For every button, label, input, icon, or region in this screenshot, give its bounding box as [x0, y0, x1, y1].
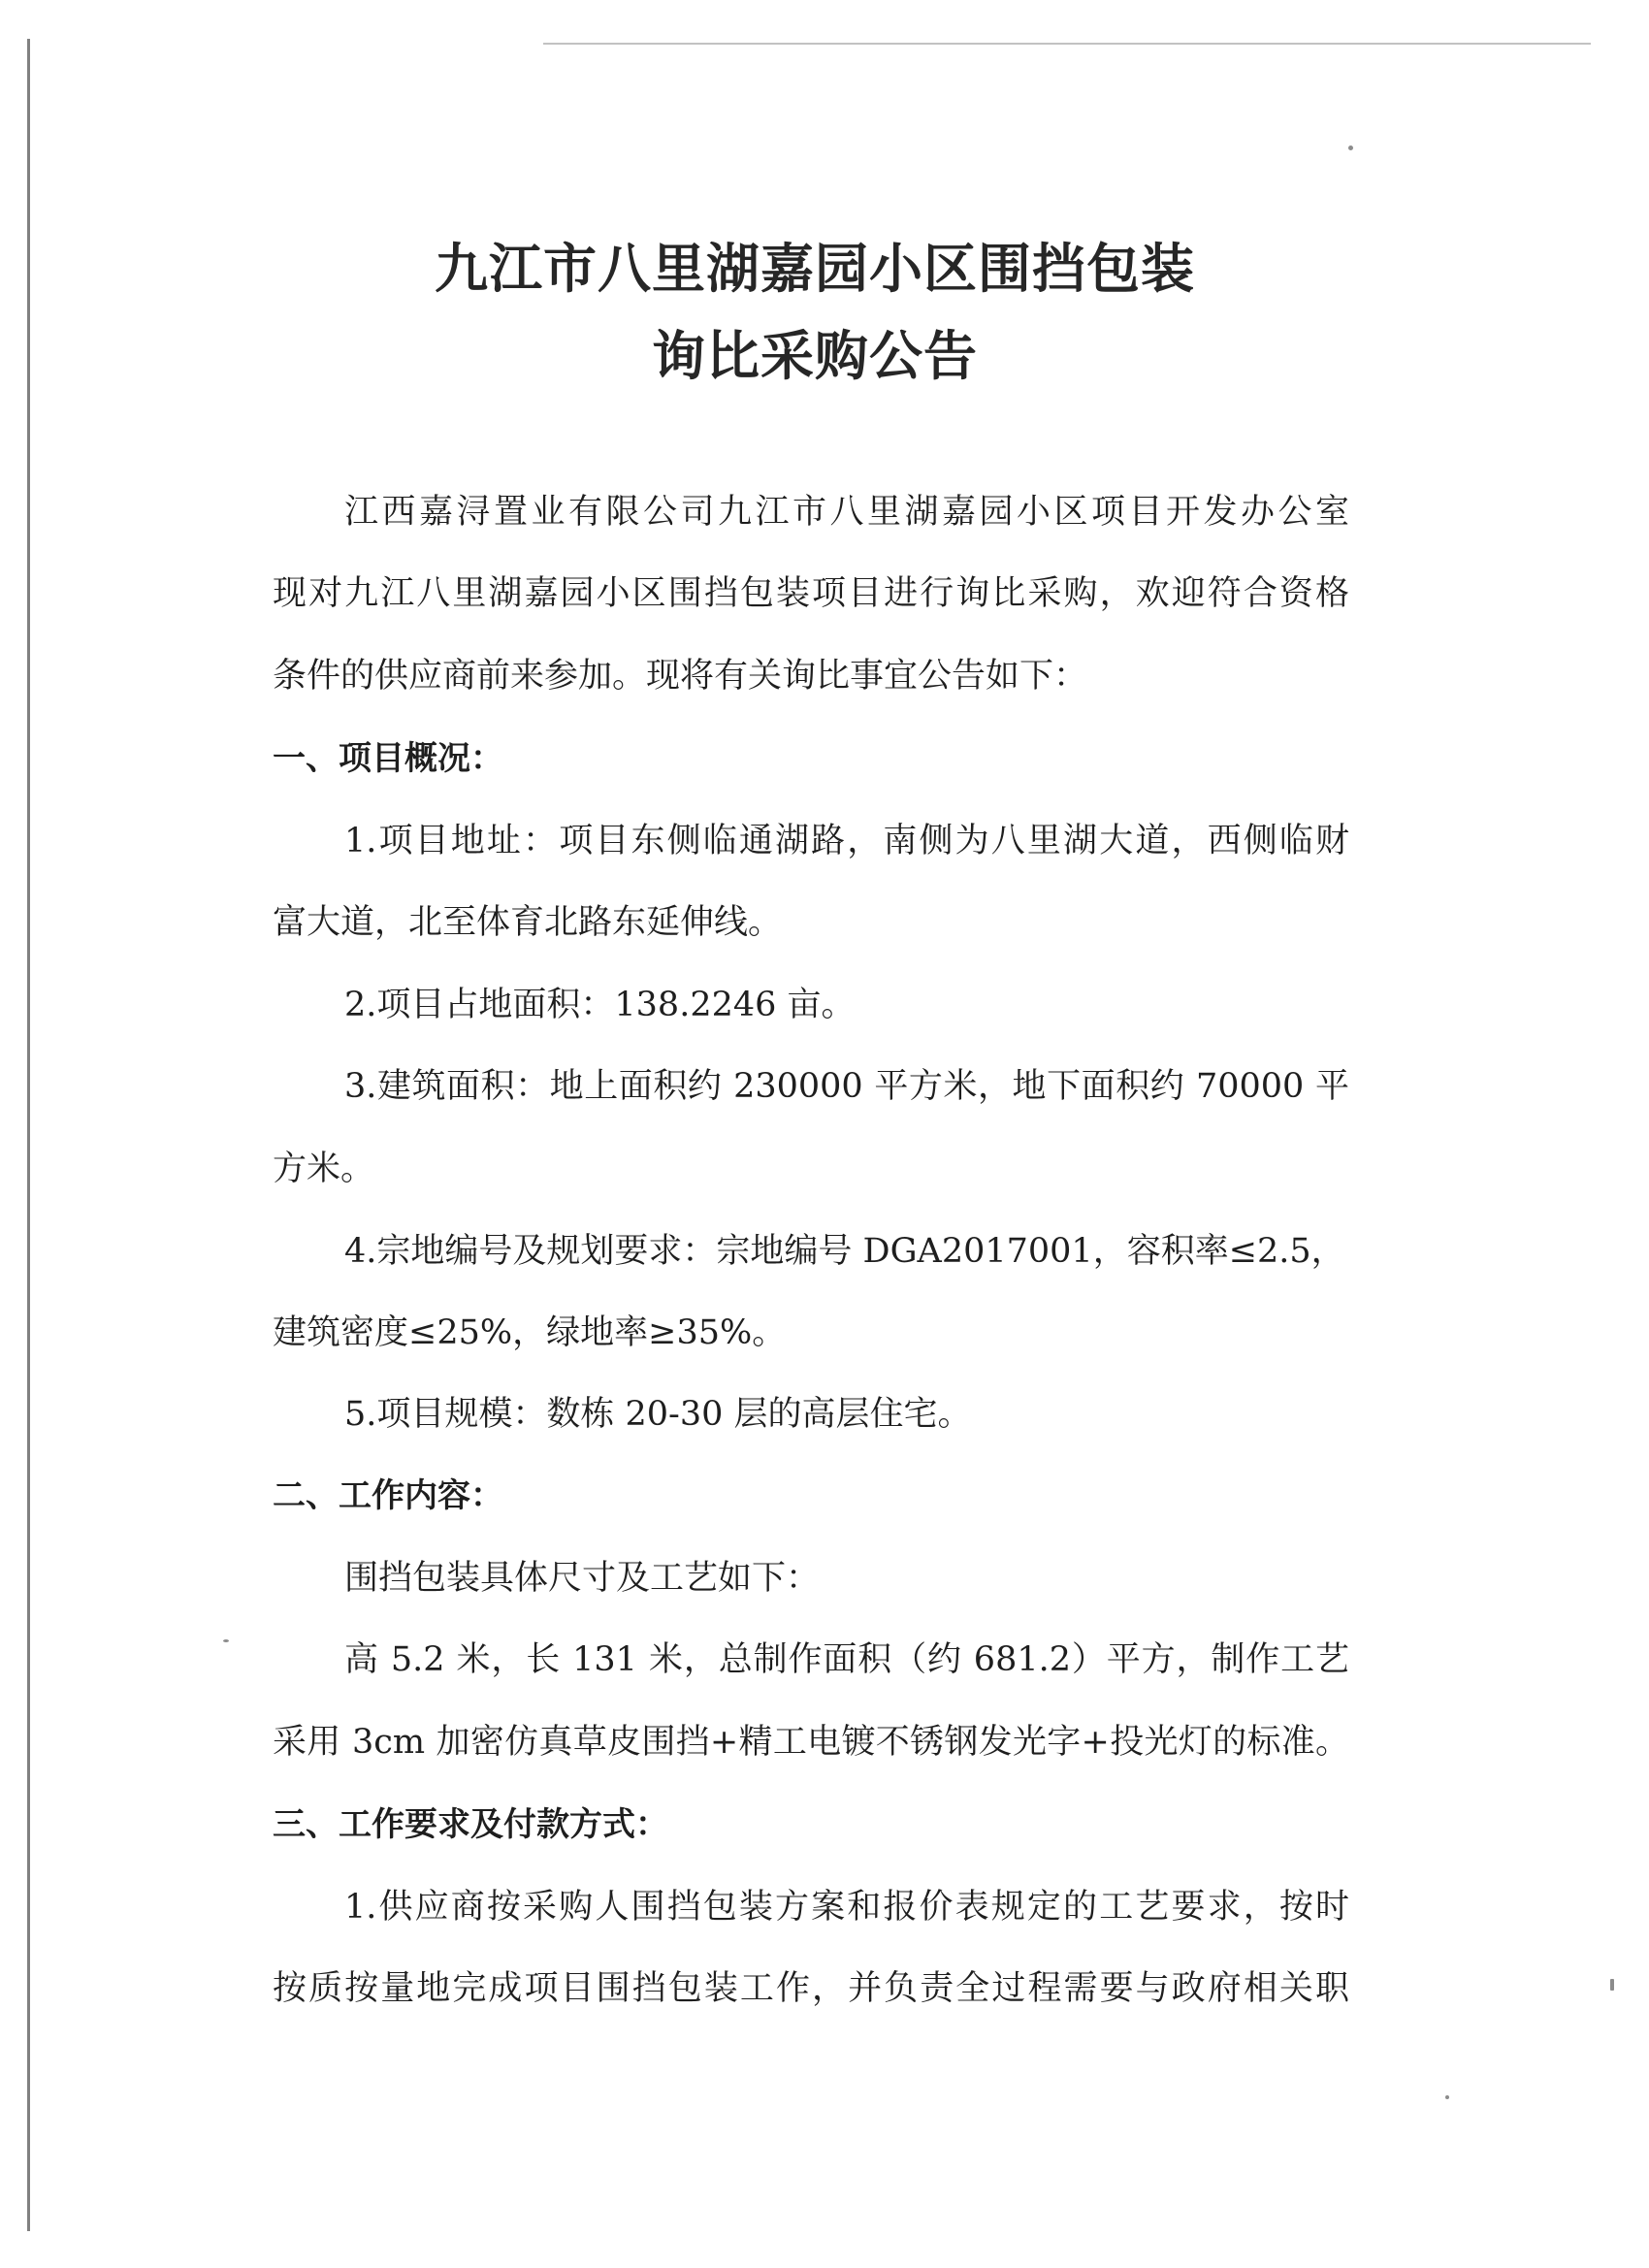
intro-line-1: 江西嘉浔置业有限公司九江市八里湖嘉园小区项目开发办公室	[344, 493, 1349, 532]
scan-speck	[1610, 1979, 1614, 1991]
section1-item3-line2: 方米。	[273, 1150, 375, 1188]
document-title-line2: 询比采购公告	[651, 325, 978, 387]
section1-item1-line2: 富大道，北至体育北路东延伸线。	[273, 903, 783, 942]
section1-item3-line1: 3.建筑面积：地上面积约 230000 平方米，地下面积约 70000 平	[344, 1067, 1349, 1106]
section1-item4-line2: 建筑密度≤25%，绿地率≥35%。	[273, 1313, 787, 1352]
section2-heading: 二、工作内容：	[273, 1476, 503, 1515]
section1-heading: 一、项目概况：	[273, 739, 503, 778]
intro-line-3: 条件的供应商前来参加。现将有关询比事宜公告如下：	[273, 657, 1088, 696]
scan-speck	[1445, 2095, 1449, 2099]
section3-heading: 三、工作要求及付款方式：	[273, 1805, 668, 1844]
scan-top-edge	[543, 43, 1591, 45]
section2-line1: 围挡包装具体尺寸及工艺如下：	[344, 1559, 821, 1598]
section1-item5: 5.项目规模：数栋 20-30 层的高层住宅。	[344, 1395, 972, 1434]
intro-line-2: 现对九江八里湖嘉园小区围挡包装项目进行询比采购，欢迎符合资格	[273, 574, 1349, 613]
section3-item1-line1: 1.供应商按采购人围挡包装方案和报价表规定的工艺要求，按时	[344, 1888, 1349, 1927]
section2-line2: 高 5.2 米，长 131 米，总制作面积（约 681.2）平方，制作工艺	[344, 1640, 1349, 1679]
section1-item1-line1: 1.项目地址：项目东侧临通湖路，南侧为八里湖大道，西侧临财	[344, 822, 1349, 860]
section1-item4-line1: 4.宗地编号及规划要求：宗地编号 DGA2017001，容积率≤2.5，	[344, 1232, 1345, 1271]
scan-speck	[223, 1639, 229, 1642]
section3-item1-line2: 按质按量地完成项目围挡包装工作，并负责全过程需要与政府相关职	[273, 1969, 1349, 2008]
section2-line3: 采用 3cm 加密仿真草皮围挡+精工电镀不锈钢发光字+投光灯的标准。	[273, 1723, 1349, 1762]
section1-item2: 2.项目占地面积：138.2246 亩。	[344, 986, 856, 1024]
scan-speck	[1348, 146, 1353, 150]
document-title-line1: 九江市八里湖嘉园小区围挡包装	[434, 238, 1195, 300]
